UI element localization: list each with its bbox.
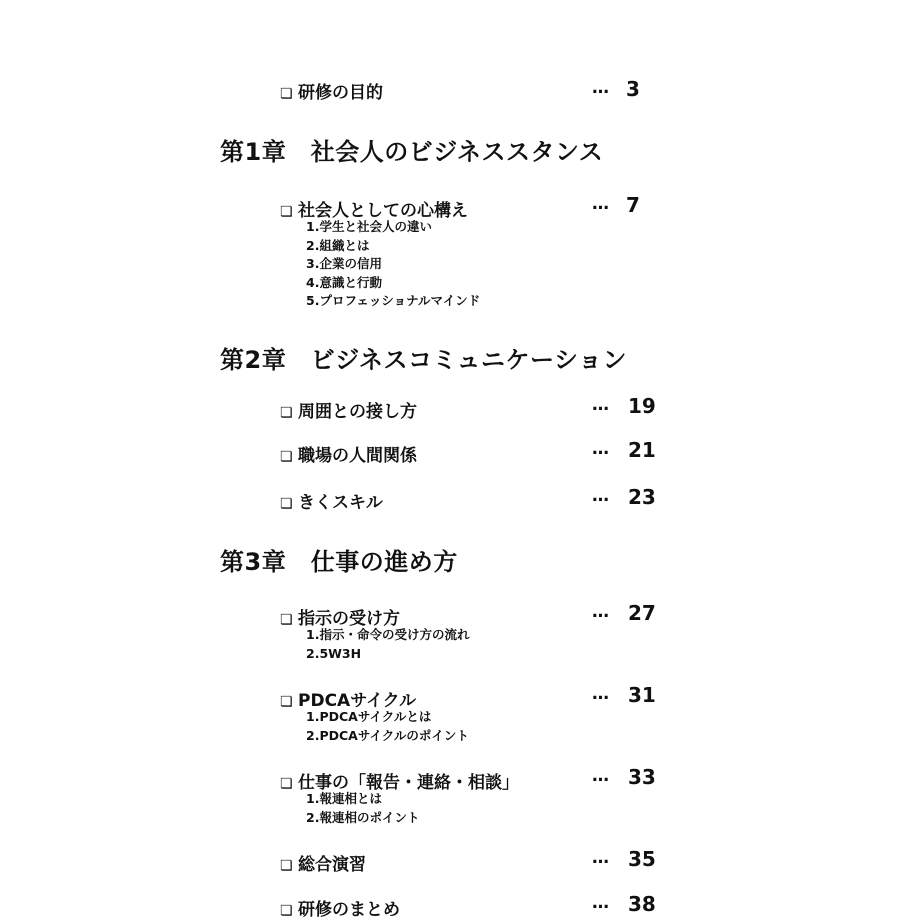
chapter-2-title: 第2章 ビジネスコミュニケーション — [220, 346, 628, 374]
leader-dots: … — [592, 602, 609, 622]
toc-entry[interactable] — [280, 488, 383, 513]
checkbox-bullet-icon: ❏ — [280, 776, 293, 792]
leader-dots: … — [592, 486, 609, 506]
subsection-list — [306, 218, 480, 311]
leader-dots: … — [592, 439, 609, 459]
page-number: 27 — [628, 601, 656, 625]
toc-entry[interactable] — [280, 850, 366, 875]
subsection-item: 2.組織とは — [306, 237, 370, 253]
leader-dots: … — [592, 684, 609, 704]
subsection-item: 2.PDCAサイクルのポイント — [306, 727, 469, 743]
subsection-item: 4.意識と行動 — [306, 274, 382, 290]
entry-label: 総合演習 — [298, 855, 366, 875]
subsection-item: 3.企業の信用 — [306, 256, 382, 271]
subsection-list — [306, 626, 469, 663]
page-number: 7 — [626, 193, 640, 217]
chapter-3-title: 第3章 仕事の進め方 — [220, 548, 458, 576]
checkbox-bullet-icon: ❏ — [280, 405, 293, 421]
checkbox-bullet-icon: ❏ — [280, 86, 293, 102]
toc-entry[interactable] — [280, 895, 400, 920]
page-number: 33 — [628, 765, 656, 789]
subsection-item: 2.5W3H — [306, 645, 362, 661]
leader-dots: … — [592, 78, 609, 98]
checkbox-bullet-icon: ❏ — [280, 204, 293, 220]
entry-label: PDCAサイクル — [298, 691, 417, 711]
entry-label: きくスキル — [298, 493, 383, 513]
checkbox-bullet-icon: ❏ — [280, 858, 293, 874]
page-number: 21 — [628, 438, 656, 462]
subsection-list — [306, 790, 419, 827]
checkbox-bullet-icon: ❏ — [280, 449, 293, 465]
page-number: 31 — [628, 683, 656, 707]
entry-label: 指示の受け方 — [298, 609, 400, 629]
subsection-item: 1.PDCAサイクルとは — [306, 709, 432, 724]
toc-entry[interactable] — [280, 441, 417, 466]
subsection-item: 2.報連相のポイント — [306, 809, 420, 825]
subsection-item: 5.プロフェッショナルマインド — [306, 293, 481, 308]
chapter-1-title: 第1章 社会人のビジネススタンス — [220, 138, 604, 166]
leader-dots: … — [592, 395, 609, 415]
checkbox-bullet-icon: ❏ — [280, 694, 293, 710]
page-number: 38 — [628, 892, 656, 916]
subsection-item: 1.指示・命令の受け方の流れ — [306, 627, 470, 642]
subsection-item: 1.報連相とは — [306, 791, 382, 806]
checkbox-bullet-icon: ❏ — [280, 612, 293, 628]
checkbox-bullet-icon: ❏ — [280, 496, 293, 512]
subsection-item: 1.学生と社会人の違い — [306, 219, 432, 234]
leader-dots: … — [592, 893, 609, 913]
page-number: 19 — [628, 394, 656, 418]
entry-label: 周囲との接し方 — [298, 402, 417, 422]
entry-label: 研修のまとめ — [298, 900, 400, 920]
page-number: 35 — [628, 847, 656, 871]
entry-label: 研修の目的 — [298, 83, 383, 103]
page-number: 23 — [628, 485, 656, 509]
checkbox-bullet-icon: ❏ — [280, 903, 293, 919]
toc-entry[interactable] — [280, 397, 417, 422]
leader-dots: … — [592, 766, 609, 786]
leader-dots: … — [592, 848, 609, 868]
leader-dots: … — [592, 194, 609, 214]
entry-label: 職場の人間関係 — [298, 446, 417, 466]
page-number: 3 — [626, 77, 640, 101]
entry-label: 仕事の「報告・連絡・相談」 — [298, 773, 519, 793]
subsection-list — [306, 708, 469, 745]
entry-label: 社会人としての心構え — [298, 201, 468, 221]
toc-entry-intro[interactable] — [280, 78, 383, 103]
